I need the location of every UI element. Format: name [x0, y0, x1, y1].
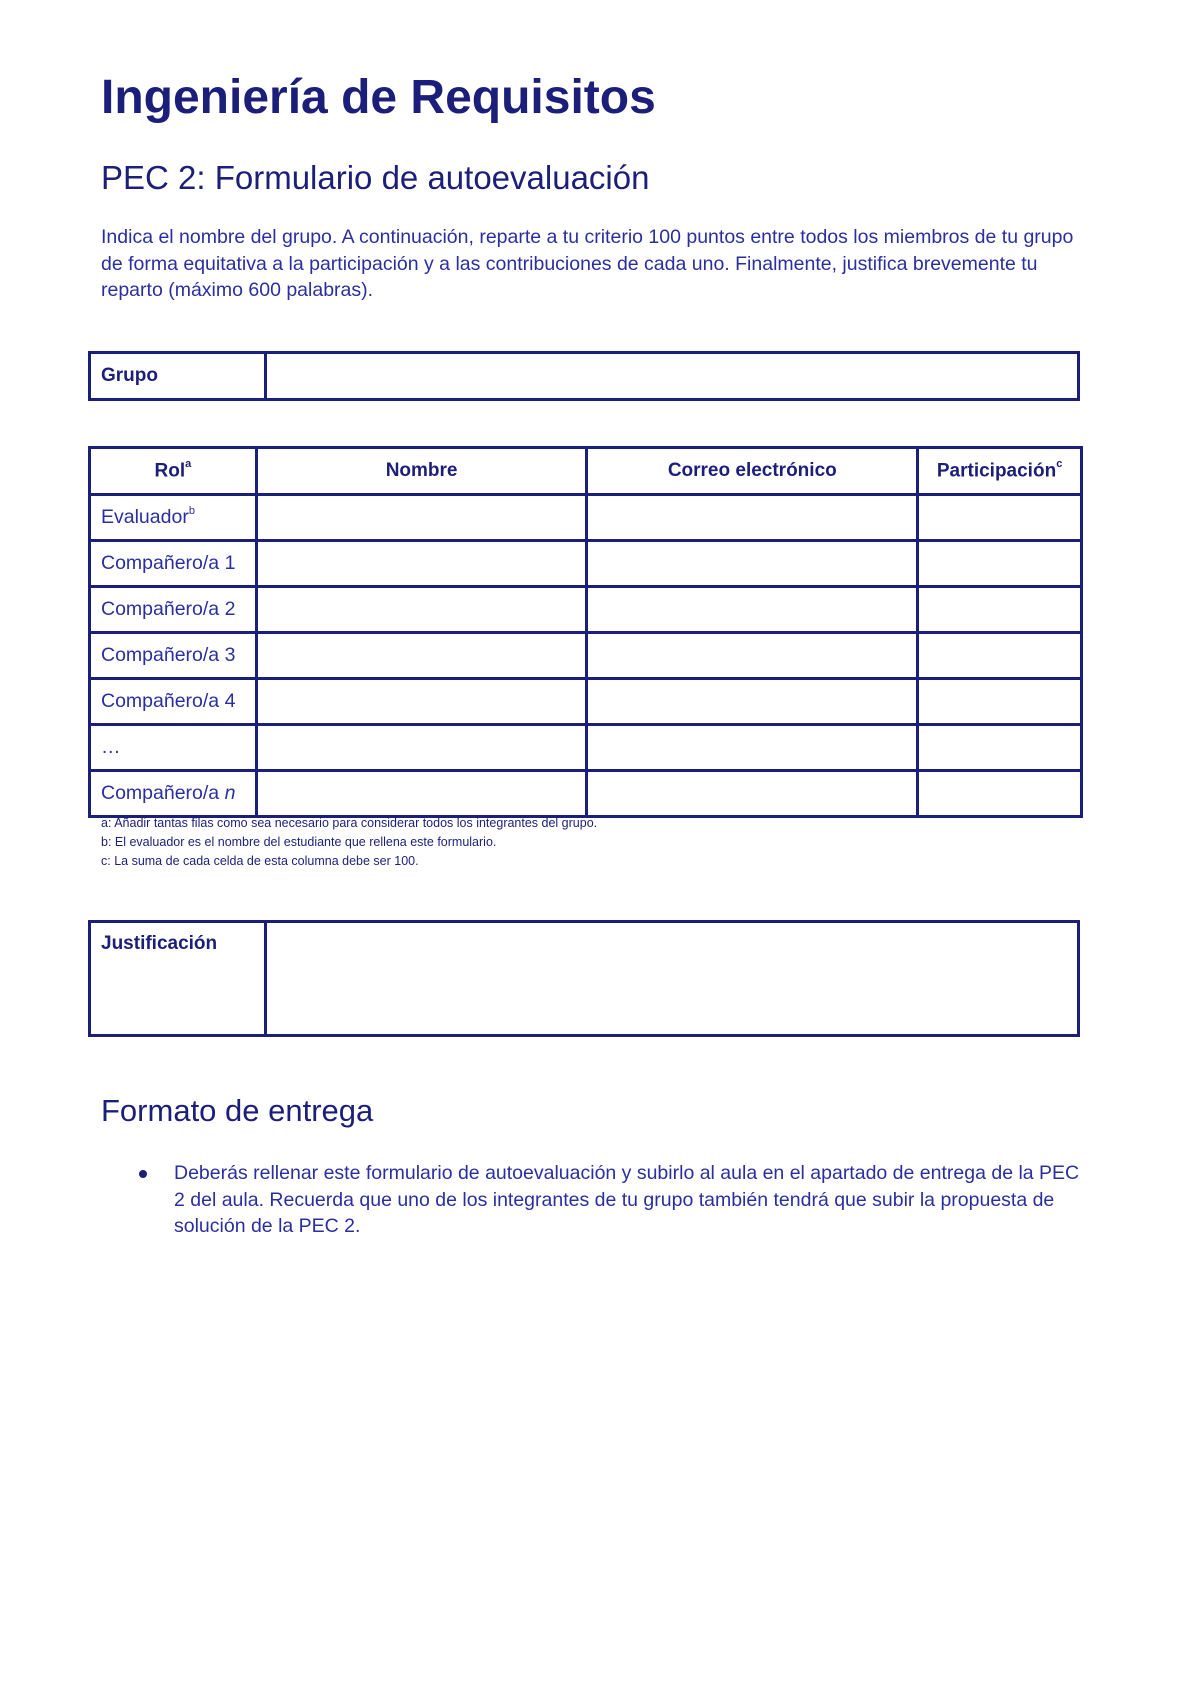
nombre-cell[interactable] — [256, 633, 587, 679]
correo-cell[interactable] — [587, 679, 918, 725]
role-cell: Compañero/a 2 — [90, 587, 257, 633]
role-cell: Compañero/a 4 — [90, 679, 257, 725]
formato-heading: Formato de entrega — [101, 1093, 374, 1128]
list-item: Deberás rellenar este formulario de autoevaluación y subirlo al aula en el apartado de entrega de la PEC 2 del aula. Recuerda que uno de los integrantes de tu grupo también tendrá que subir la propuesta de solución de la PEC 2. — [136, 1160, 1086, 1240]
bullet-icon — [139, 1170, 147, 1178]
header-rol: Rol$^a$ — [90, 448, 257, 495]
footnote-a: a: Añadir tantas filas como sea necesario para considerar todos los integrantes del grupo. — [101, 816, 598, 830]
table-row — [90, 679, 1082, 725]
intro-paragraph: Indica el nombre del grupo. A continuación, reparte a tu criterio 100 puntos entre todos los miembros de tu grupo de forma equitativa a la participación y a las contribuciones de cada uno. Finalmente, justifica brevemente tu reparto (máximo 600 palabras). — [101, 226, 1074, 301]
grupo-table — [88, 351, 1080, 401]
nombre-cell[interactable] — [256, 587, 587, 633]
header-nombre: Nombre — [256, 448, 587, 495]
table-row — [90, 771, 1082, 817]
nombre-cell[interactable] — [256, 541, 587, 587]
participacion-cell[interactable] — [918, 633, 1082, 679]
table-row — [90, 541, 1082, 587]
justificacion-table — [88, 920, 1080, 1037]
document-title: Ingeniería de Requisitos — [101, 71, 656, 124]
correo-cell[interactable] — [587, 495, 918, 541]
role-cell: … — [90, 725, 257, 771]
footnote-c: c: La suma de cada celda de esta columna debe ser 100. — [101, 854, 419, 868]
nombre-cell[interactable] — [256, 725, 587, 771]
members-header-row — [90, 448, 1082, 495]
grupo-label: Grupo — [90, 353, 266, 400]
participacion-cell[interactable] — [918, 771, 1082, 817]
justificacion-input-cell[interactable] — [266, 922, 1079, 1036]
table-row — [90, 587, 1082, 633]
members-table — [88, 446, 1083, 818]
table-row — [90, 725, 1082, 771]
table-row — [90, 633, 1082, 679]
role-cell: Compañero/a 1 — [90, 541, 257, 587]
participacion-cell[interactable] — [918, 587, 1082, 633]
nombre-cell[interactable] — [256, 679, 587, 725]
footnote-b: b: El evaluador es el nombre del estudiante que rellena este formulario. — [101, 835, 497, 849]
correo-cell[interactable] — [587, 633, 918, 679]
header-participacion: Participación$^c$ — [918, 448, 1082, 495]
correo-cell[interactable] — [587, 541, 918, 587]
participacion-cell[interactable] — [918, 541, 1082, 587]
role-cell: Compañero/a 3 — [90, 633, 257, 679]
nombre-cell[interactable] — [256, 495, 587, 541]
header-correo: Correo electrónico — [587, 448, 918, 495]
role-cell: Compañero/a n — [90, 771, 257, 817]
correo-cell[interactable] — [587, 725, 918, 771]
justificacion-label: Justificación — [90, 922, 266, 1036]
correo-cell[interactable] — [587, 771, 918, 817]
correo-cell[interactable] — [587, 587, 918, 633]
participacion-cell[interactable] — [918, 495, 1082, 541]
grupo-input-cell[interactable] — [266, 353, 1079, 400]
nombre-cell[interactable] — [256, 771, 587, 817]
participacion-cell[interactable] — [918, 679, 1082, 725]
role-cell: Evaluador$^b$ — [90, 495, 257, 541]
formato-list — [136, 1160, 1086, 1240]
document-subtitle: PEC 2: Formulario de autoevaluación — [101, 159, 650, 196]
table-row — [90, 495, 1082, 541]
table-footnotes — [101, 814, 597, 871]
participacion-cell[interactable] — [918, 725, 1082, 771]
